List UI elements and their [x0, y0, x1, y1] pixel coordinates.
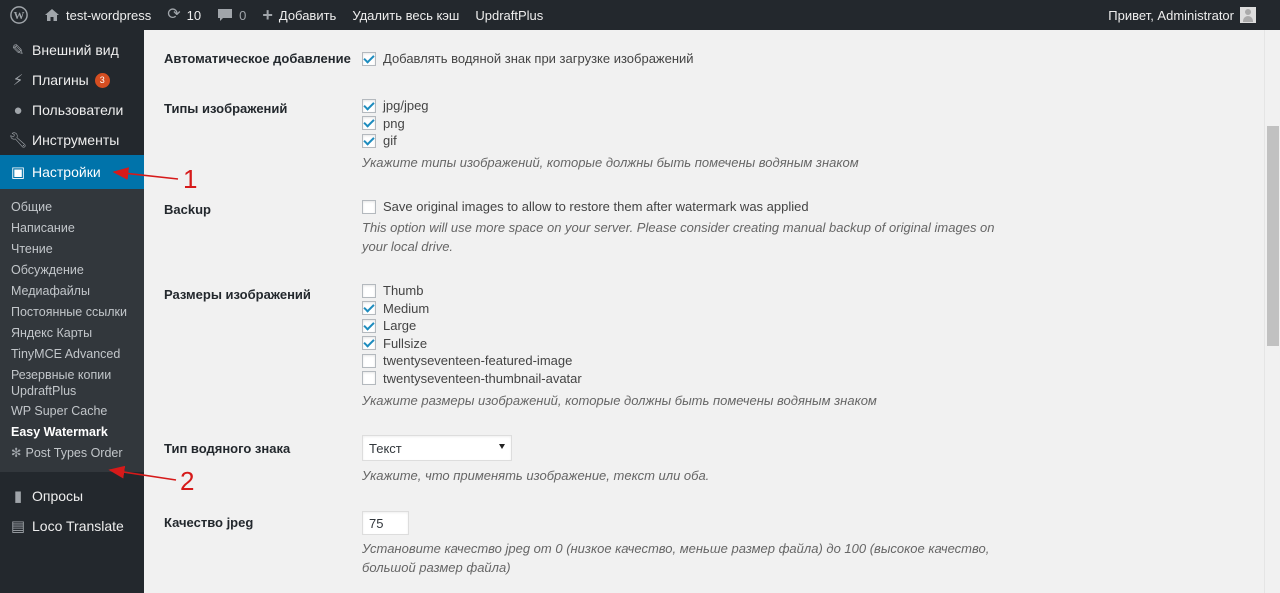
image-size-label: twentyseventeen-featured-image: [383, 353, 573, 369]
submenu-discussion[interactable]: Обсуждение: [11, 263, 84, 277]
jpeg-quality-input[interactable]: 75: [362, 511, 409, 535]
image-type-label: png: [383, 115, 405, 131]
image-size-label: Fullsize: [383, 335, 428, 351]
jpeg-quality-description-line1: Установите качество jpeg от 0 (низкое качество, меньше размер файла) до 100 (высокое качество,: [362, 541, 990, 556]
updates-count: 10: [186, 7, 202, 23]
image-size-label: Thumb: [383, 283, 424, 299]
watermark-type-label: Тип водяного знака: [164, 441, 291, 456]
submenu-yandex-maps[interactable]: Яндекс Карты: [11, 326, 93, 340]
auto-add-checkbox-label: Добавлять водяной знак при загрузке изображений: [383, 51, 694, 67]
submenu-easy-watermark[interactable]: Easy Watermark: [11, 425, 108, 439]
image-types-description: Укажите типы изображений, которые должны быть помечены водяным знаком: [362, 154, 859, 170]
watermark-type-description: Укажите, что применять изображение, текст или оба.: [362, 468, 710, 483]
svg-text:W: W: [13, 10, 25, 23]
image-size-label: Medium: [383, 300, 430, 316]
submenu-label: Post Types Order: [25, 446, 123, 460]
paintbrush-icon: ✎: [11, 42, 25, 59]
plugin-icon: ⚡: [12, 72, 24, 89]
annotation-number-2: 2: [180, 466, 195, 496]
clear-cache-label: Удалить весь кэш: [352, 7, 460, 23]
menu-label: Плагины: [32, 72, 89, 88]
backup-description-line1: This option will use more space on your server. Please consider creating manual backup of original images on: [362, 219, 995, 235]
settings-icon: ▣: [10, 164, 26, 181]
image-size-label: twentyseventeen-thumbnail-avatar: [383, 370, 582, 386]
image-size-label: Large: [383, 318, 417, 334]
menu-label: Опросы: [32, 488, 84, 504]
submenu-permalinks[interactable]: Постоянные ссылки: [11, 305, 127, 319]
greeting: Привет, Administrator: [1108, 7, 1234, 23]
site-name: test-wordpress: [66, 7, 152, 23]
comments-count: 0: [239, 7, 247, 23]
plugins-update-badge: 3: [95, 73, 110, 88]
backup-checkbox-label: Save original images to allow to restore them after watermark was applied: [383, 199, 809, 215]
submenu-general[interactable]: Общие: [11, 200, 53, 214]
backup-description-line2: your local drive.: [362, 238, 454, 254]
plus-icon: +: [262, 5, 273, 25]
polls-icon: ▮: [13, 488, 23, 505]
submenu-tinymce[interactable]: TinyMCE Advanced: [11, 347, 121, 361]
submenu-updraftplus[interactable]: Резервные копии UpdraftPlus: [11, 368, 112, 398]
updraftplus-label: UpdraftPlus: [475, 7, 544, 23]
add-new-label: Добавить: [278, 7, 337, 23]
submenu-wp-super-cache[interactable]: WP Super Cache: [11, 404, 108, 418]
tools-icon: 🔧︎: [8, 132, 28, 149]
menu-label: Внешний вид: [32, 42, 119, 58]
menu-label: Пользователи: [32, 102, 124, 118]
translate-icon: ▤: [10, 518, 26, 535]
submenu-writing[interactable]: Написание: [11, 221, 75, 235]
image-sizes-description: Укажите размеры изображений, которые должны быть помечены водяным знаком: [362, 393, 877, 408]
menu-label: Настройки: [32, 164, 101, 180]
jpeg-quality-label: Качество jpeg: [164, 515, 254, 530]
image-type-label: gif: [383, 133, 397, 149]
annotation-number-1: 1: [183, 164, 198, 194]
post-types-order-icon: ✻: [11, 446, 22, 460]
menu-label: Loco Translate: [32, 518, 124, 534]
submenu-media[interactable]: Медиафайлы: [11, 284, 90, 298]
annotation-arrow-2: [110, 470, 176, 480]
backup-label: Backup: [164, 202, 211, 217]
auto-add-label: Автоматическое добавление: [164, 51, 351, 66]
image-sizes-label: Размеры изображений: [164, 287, 311, 302]
image-type-label: jpg/jpeg: [383, 98, 429, 114]
jpeg-quality-description-line2: большой размер файла): [362, 560, 511, 575]
submenu-reading[interactable]: Чтение: [11, 242, 53, 256]
users-icon: ●: [13, 101, 23, 119]
menu-label: Инструменты: [32, 132, 120, 148]
image-types-label: Типы изображений: [164, 101, 288, 116]
watermark-type-value: Текст: [369, 440, 402, 456]
annotation-arrow-1: [114, 172, 178, 179]
updates-icon: ⟳: [167, 6, 181, 23]
